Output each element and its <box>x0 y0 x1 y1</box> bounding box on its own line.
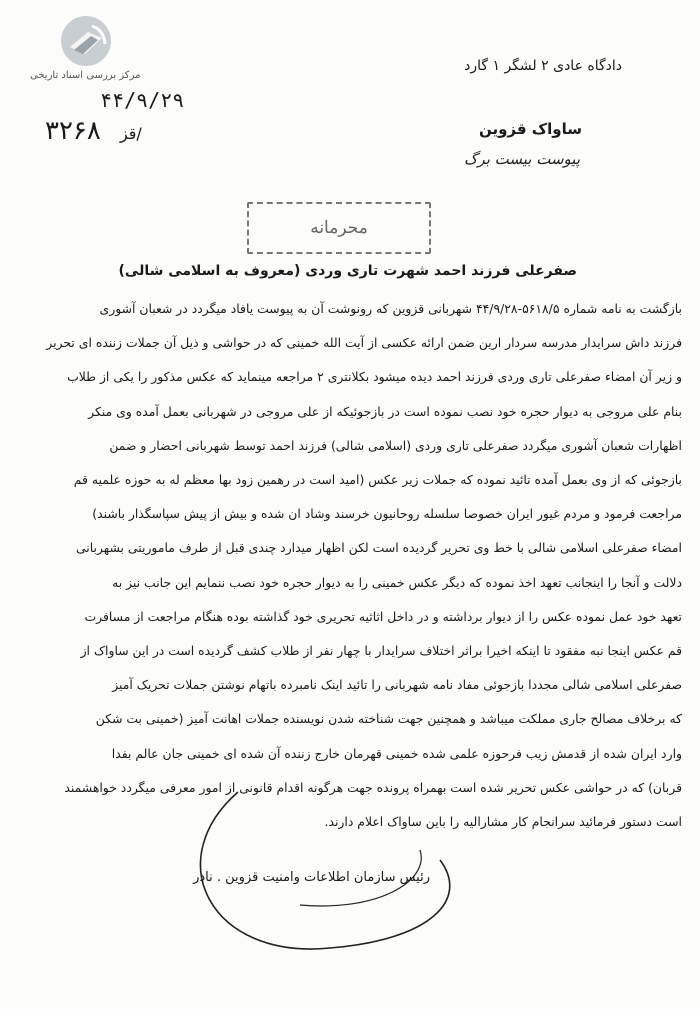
body-line: که برخلاف مصالح جاری مملکت میباشد و همچنین جهت شناخته شدن نویسنده جملات اهانت آمیز (خمینی بت شکن <box>95 711 682 727</box>
body-line: صفرعلی اسلامی شالی مجددا بازجوئی مفاد نامه شهربانی را تائید اینک نامبرده باتهام نوشتن جملات تحریک آمیز <box>112 677 682 693</box>
recipient-savak: ساواک قزوین <box>478 120 582 138</box>
signature-line: رئیس سازمان اطلاعات وامنیت قزوین . نادر <box>193 870 430 885</box>
body-line: مراجعت فرمود و مردم غیور ایران خصوصا سلسله روحانیون خرسند وشاد ان شده و بیش از پیش سپاسگذار باشند) <box>92 506 682 522</box>
body-line: فرزند داش سرایدار مدرسه سردار ارین ضمن ارائه عکسی از آیت الله خمینی که در حواشی و ذیل آن جملات زننده ای تحریر <box>46 335 682 351</box>
handwritten-annotation: پیوست بیست برگ <box>464 150 580 168</box>
body-line: است دستور فرمائید سرانجام کار مشارالیه را باین ساواک اعلام دارند. <box>324 814 682 830</box>
archive-org-name: مرکز بررسی اسناد تاریخی <box>30 70 141 81</box>
body-line: بازجوئی که از وی بعمل آمده تائید نموده که جملات زیر عکس (امید است در رهمین زود بها معظم له به حوزه علمیه قم <box>73 472 682 488</box>
body-line: و زیر آن امضاء صفرعلی تاری وردی فرزند احمد دیده میشود بکلانتری ۲ مراجعه مینماید که عکس مذکور را یکی از طلاب <box>67 369 682 385</box>
body-line: امضاء صفرعلی اسلامی شالی با خط وی تحریر گردیده است لکن اظهار میدارد چندی قبل از طرف ماموریتی بشهربانی <box>75 540 682 556</box>
classification-stamp-text: محرمانه <box>310 218 368 238</box>
body-line: وارد ایران شده از قدمش زیب فرحوزه علمی شده خمینی قهرمان خارج زننده آن شده ای خمینی جان عالم بفدا <box>111 745 682 761</box>
letter-date: ۴۴/۹/۲۹ <box>100 88 185 112</box>
body-line: اظهارات شعبان آشوری میگردد صفرعلی تاری وردی (اسلامی شالی) فرزند احمد توسط شهربانی احضار و ضمن <box>109 437 682 453</box>
letter-number-value: ۳۲۶۸ <box>45 116 101 146</box>
letter-subject: صفرعلی فرزند احمد شهرت تاری وردی (معروف به اسلامی شالی) <box>118 263 577 279</box>
addressee-line: دادگاه عادی ۲ لشگر ۱ گارد <box>464 58 622 74</box>
body-line: بازگشت به نامه شماره ۵۶۱۸/۵-۴۴/۹/۲۸ شهربانی قزوین که رونوشت آن به پیوست یافاد میگردد در شعبان آشوری <box>99 301 682 316</box>
body-line: قربان) که در حواشی عکس تحریر شده است بهمراه پرونده جهت هرگونه اقدام قانونی از امور معرفی میگردد خواهشمند <box>64 779 682 795</box>
body-line: تعهد خود عمل نموده عکس را از دیوار برداشته و در داخل اثاثیه تحریری خود گذاشته بوده هنگام مراجعت از مسافرت <box>84 608 682 624</box>
body-line: دلالت و آنجا را اینجانب تعهد اخذ نموده که دیگر عکس خمینی را به دیوار حجره خود نصب ننمایم این جانب نیز به <box>112 574 682 590</box>
body-line: بنام علی مروجی به دیوار حجره خود نصب نموده است در بازجوئیکه از علی مروجی در شهربانی بعمل آمده وی منکر <box>88 403 682 419</box>
letter-number-suffix: /قز <box>119 124 142 143</box>
body-line: قم عکس اینجا نبه مفقود تا اینکه اخیرا براثر اختلاف سرایدار با چهار نفر از طلاب کشف گردیده است در این ساواک از <box>80 643 682 659</box>
